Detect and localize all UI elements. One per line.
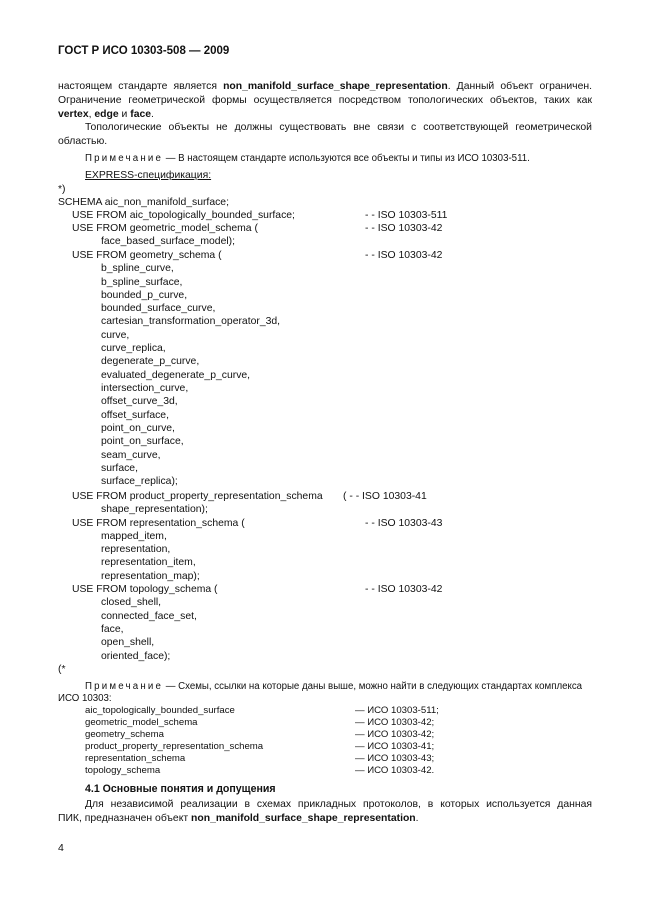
code-item: face_based_surface_model); <box>101 236 236 247</box>
note-1: Примечание — В настоящем стандарте используются все объекты и типы из ИСО 10303-511. <box>85 153 530 164</box>
code-item: connected_face_set, <box>101 611 197 622</box>
code-open: *) <box>58 184 66 195</box>
code-item: oriented_face); <box>101 651 171 662</box>
code-item: mapped_item, <box>101 531 167 542</box>
code-item: b_spline_surface, <box>101 277 183 288</box>
intro-line-1: настоящем стандарте является non_manifold_surface_shape_representation. Данный объект ограничен. <box>58 81 592 92</box>
intro-line-3: vertex, edge и face. <box>58 109 154 120</box>
code-item: b_spline_curve, <box>101 263 174 274</box>
code-use-2: USE FROM geometric_model_schema ( <box>72 223 258 234</box>
code-use-1: USE FROM aic_topologically_bounded_surface; <box>72 210 295 221</box>
ref-schema: aic_topologically_bounded_surface <box>85 705 235 716</box>
code-use-4: USE FROM product_property_representation_schema <box>72 491 323 502</box>
code-use-6-comment: - - ISO 10303-42 <box>365 584 443 595</box>
code-item: surface, <box>101 463 138 474</box>
code-item: degenerate_p_curve, <box>101 356 200 367</box>
code-item: curve_replica, <box>101 343 166 354</box>
ref-schema: geometry_schema <box>85 729 164 740</box>
intro-line-4: Топологические объекты не должны существовать вне связи с соответствующей геометрической <box>85 122 592 133</box>
section-line-2: ПИК, предназначен объект non_manifold_surface_shape_representation. <box>58 813 419 824</box>
code-item: open_shell, <box>101 637 155 648</box>
intro-line-5: областью. <box>58 136 108 147</box>
code-item: offset_curve_3d, <box>101 396 178 407</box>
code-item: representation_map); <box>101 571 200 582</box>
express-heading: EXPRESS-спецификация: <box>85 170 212 181</box>
code-item: offset_surface, <box>101 410 169 421</box>
code-item: cartesian_transformation_operator_3d, <box>101 316 281 327</box>
code-use-6: USE FROM topology_schema ( <box>72 584 218 595</box>
code-item: face, <box>101 624 124 635</box>
ref-standard: — ИСО 10303-42; <box>355 729 435 740</box>
code-item: closed_shell, <box>101 597 162 608</box>
ref-standard: — ИСО 10303-42. <box>355 765 435 776</box>
code-use-4-comment: ( - - ISO 10303-41 <box>343 491 427 502</box>
ref-schema: product_property_representation_schema <box>85 741 264 752</box>
code-item: representation, <box>101 544 171 555</box>
code-item: point_on_surface, <box>101 436 184 447</box>
ref-standard: — ИСО 10303-42; <box>355 717 435 728</box>
code-item: bounded_p_curve, <box>101 290 188 301</box>
code-use-2-comment: - - ISO 10303-42 <box>365 223 443 234</box>
code-item: representation_item, <box>101 557 196 568</box>
code-item: evaluated_degenerate_p_curve, <box>101 370 251 381</box>
entity-name: non_manifold_surface_shape_representation <box>223 81 448 92</box>
ref-standard: — ИСО 10303-511; <box>355 705 439 716</box>
code-schema: SCHEMA aic_non_manifold_surface; <box>58 197 229 208</box>
intro-line-2: Ограничение геометрической формы осуществляется посредством топологических объектов, таких как <box>58 95 592 106</box>
code-item: point_on_curve, <box>101 423 175 434</box>
ref-schema: representation_schema <box>85 753 186 764</box>
code-item: intersection_curve, <box>101 383 189 394</box>
ref-standard: — ИСО 10303-41; <box>355 741 435 752</box>
section-line-1: Для независимой реализации в схемах прикладных протоколов, в которых используется данная <box>85 799 592 810</box>
code-item: shape_representation); <box>101 504 208 515</box>
ref-standard: — ИСО 10303-43; <box>355 753 435 764</box>
code-close: (* <box>58 664 66 675</box>
code-item: seam_curve, <box>101 450 161 461</box>
note-2-line-2: ИСО 10303: <box>58 693 112 704</box>
code-use-1-comment: - - ISO 10303-511 <box>365 210 448 221</box>
code-use-3-comment: - - ISO 10303-42 <box>365 250 443 261</box>
ref-schema: topology_schema <box>85 765 161 776</box>
page-number: 4 <box>58 842 64 854</box>
code-use-3: USE FROM geometry_schema ( <box>72 250 222 261</box>
entity-name: non_manifold_surface_shape_representation <box>191 813 416 824</box>
code-item: bounded_surface_curve, <box>101 303 216 314</box>
document-header: ГОСТ Р ИСО 10303-508 — 2009 <box>58 45 230 57</box>
code-use-5-comment: - - ISO 10303-43 <box>365 518 443 529</box>
code-use-5: USE FROM representation_schema ( <box>72 518 245 529</box>
section-title: 4.1 Основные понятия и допущения <box>85 783 276 795</box>
code-item: curve, <box>101 330 130 341</box>
ref-schema: geometric_model_schema <box>85 717 198 728</box>
code-item: surface_replica); <box>101 476 178 487</box>
note-2: Примечание — Схемы, ссылки на которые даны выше, можно найти в следующих стандартах комплекса <box>85 681 583 692</box>
